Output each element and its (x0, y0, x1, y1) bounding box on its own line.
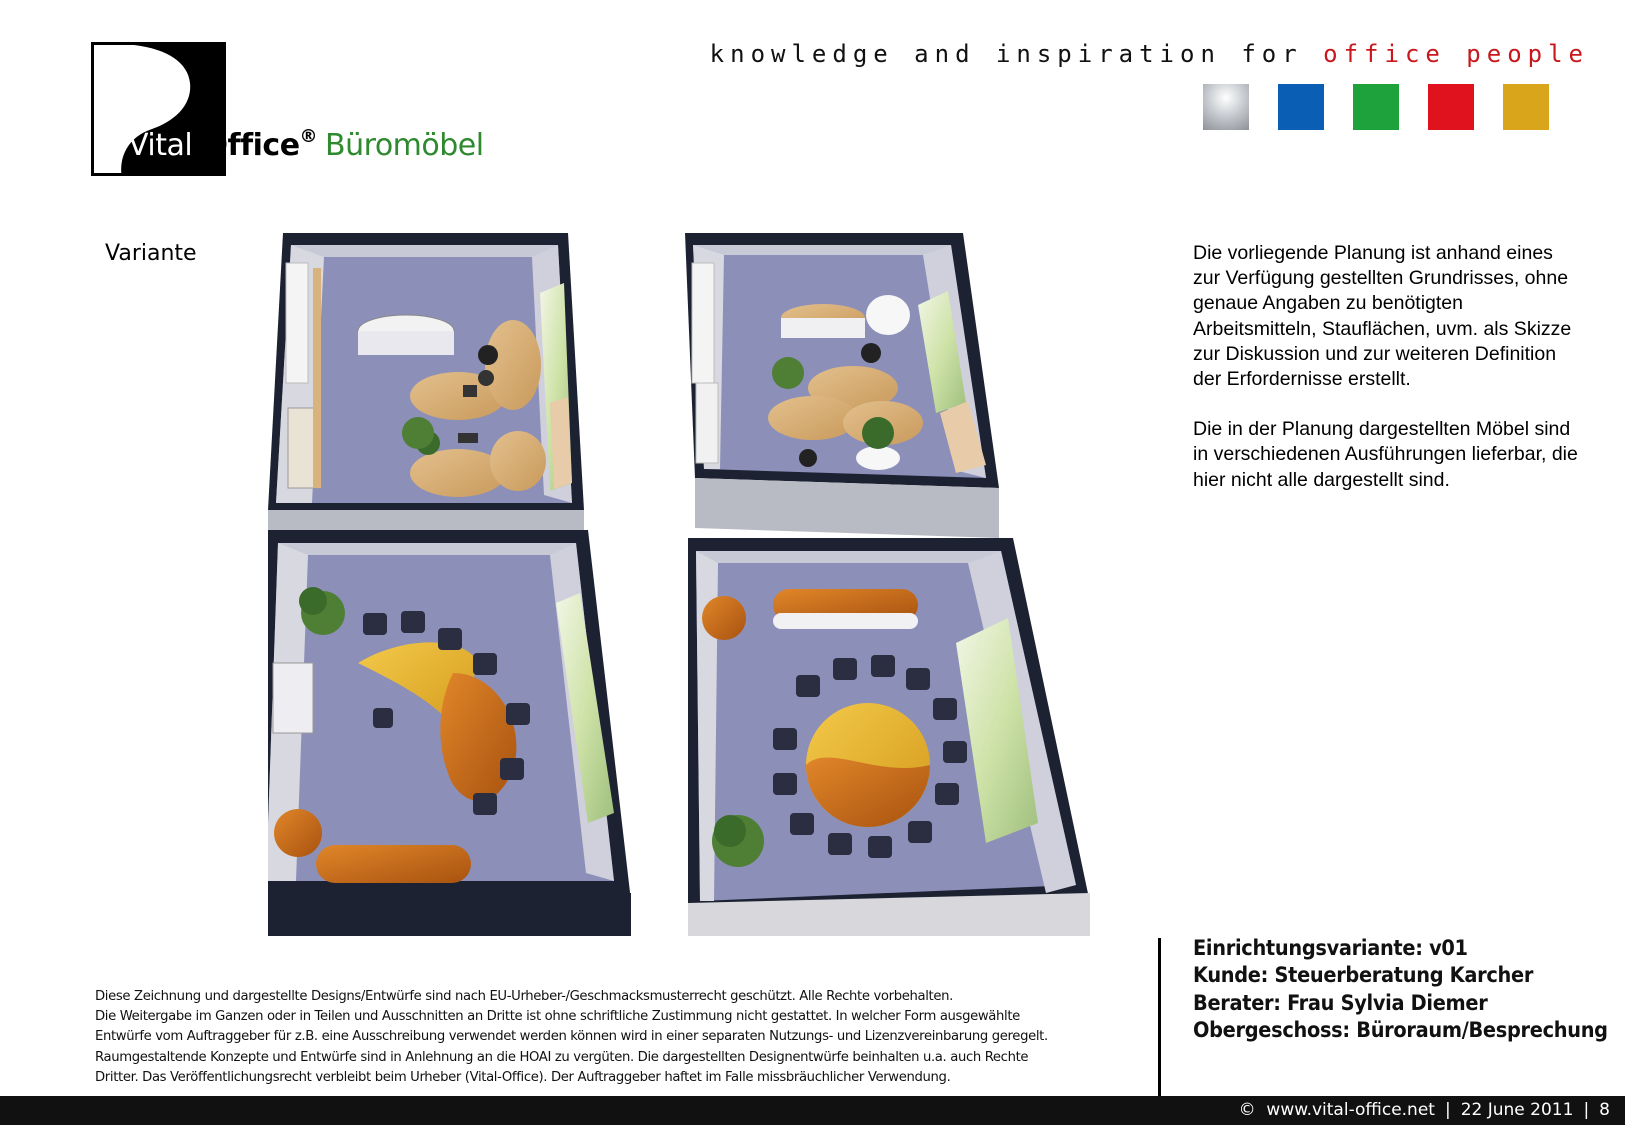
planning-description (1193, 241, 1583, 518)
brand-name-bold: Office (202, 128, 300, 163)
description-paragraph-1: Die vorliegende Planung ist anhand eines zur Verfügung gestellten Grundrisses, ohne genaue Angaben zu benötigten Arbeitsmitteln, Stauflächen, uvm. als Skizze zur Diskussion und zur weiteren Definition der Erfordernisse erstellt. (1193, 242, 1572, 391)
brand-name (128, 128, 484, 163)
description-paragraph-2: Die in der Planung dargestellten Möbel sind in verschiedenen Ausführungen lieferbar, die hier nicht alle dargestellt sind. (1193, 418, 1578, 491)
info-client: Kunde: Steuerberatung Karcher (1193, 963, 1534, 989)
registered-mark: ® (299, 126, 318, 147)
brand-subtitle: Büromöbel (325, 128, 484, 163)
footer-url[interactable]: www.vital-office.net (1266, 1100, 1435, 1120)
page-number: 8 (1599, 1100, 1610, 1120)
legal-line: Raumgestaltende Konzepte und Entwürfe sind in Anlehnung an die HOAI zu vergüten. Die dargestellten Designentwürfe beinhalten u.a. auch Rechte (95, 1049, 1029, 1065)
plan-meeting-variant-2 (688, 538, 1090, 936)
footer-date: 22 June 2011 (1460, 1100, 1574, 1120)
footer-text: © www.vital-office.net | 22 June 2011 | 8 (1238, 1100, 1610, 1120)
swatch-gold (1503, 84, 1549, 130)
plan-meeting-variant-1 (268, 530, 631, 936)
brand-dash: - (192, 128, 203, 163)
legal-line: Diese Zeichnung und dargestellte Designs/Entwürfe sind nach EU-Urheber-/Geschmacksmusterrecht geschützt. Alle Rechte vorbehalten. (95, 989, 953, 1004)
plan-office-variant-2 (685, 233, 999, 538)
legal-line: Entwürfe vom Auftraggeber für z.B. eine Ausschreibung verwendet werden können wird in einer separaten Nutzungs- und Lizenzvereinbarung geregelt. (95, 1029, 1048, 1045)
legal-line: Dritter. Das Veröffentlichungsrecht verbleibt beim Urheber (Vital-Office). Der Auftraggeber haftet im Falle missbräuchlicher Verwendung. (95, 1069, 951, 1085)
plan-office-variant-1 (268, 233, 584, 558)
copyright-symbol: © (1238, 1100, 1256, 1120)
footer-bar (0, 1096, 1625, 1125)
info-divider (1158, 938, 1161, 1096)
swatch-green (1353, 84, 1399, 130)
tagline (710, 40, 1589, 68)
project-info (1193, 935, 1608, 1044)
variant-heading: Variante (105, 241, 197, 266)
legal-line: Die Weitergabe im Ganzen oder in Teilen und Ausschnitten an Dritte ist ohne schriftliche Zustimmung nicht gestattet. In welcher Form ausgewählte (95, 1009, 1020, 1025)
info-advisor: Berater: Frau Sylvia Diemer (1193, 990, 1488, 1016)
floor-plan-renderings (268, 233, 1140, 936)
tagline-part2: office people (1323, 40, 1589, 68)
brand-name-light: Vital (128, 128, 193, 163)
tagline-part1: knowledge and inspiration for (709, 40, 1324, 68)
swatch-silver (1203, 84, 1249, 130)
info-floor: Obergeschoss: Büroraum/Besprechung (1193, 1017, 1608, 1043)
swatch-blue (1278, 84, 1324, 130)
swatch-red (1428, 84, 1474, 130)
copyright-notice (95, 987, 1135, 1088)
info-variant: Einrichtungsvariante: v01 (1193, 936, 1468, 961)
